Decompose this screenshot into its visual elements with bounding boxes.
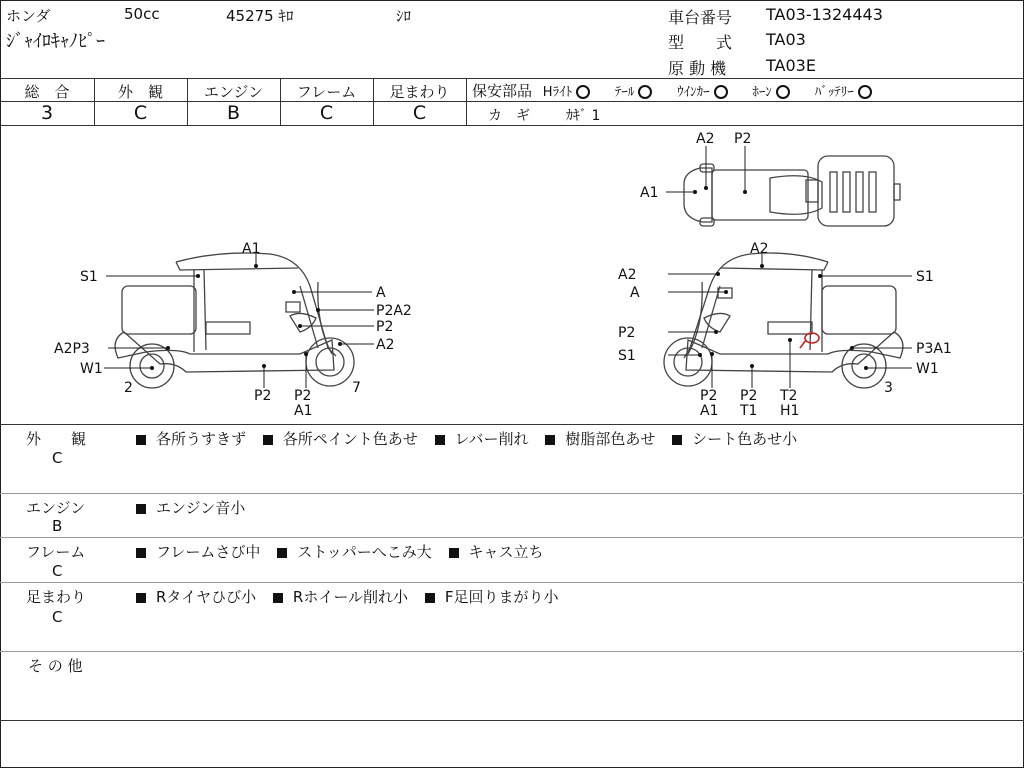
divider: [0, 537, 1024, 538]
grade-exterior-value: C: [133, 102, 148, 124]
remark-frame-items: [136, 541, 556, 562]
circle-check-icon: [714, 85, 728, 99]
remark-frame-grade: C: [52, 562, 63, 580]
remark-item: 樹脂部色あせ: [565, 430, 656, 448]
label-right-t1: T1: [740, 403, 758, 419]
top-view-drawing: [684, 156, 900, 226]
type-label: 型 式: [668, 33, 733, 52]
square-bullet-icon: [136, 548, 146, 558]
label-left-a2: A2: [376, 337, 395, 353]
safety-parts-row: [472, 80, 872, 101]
model-name: ｼﾞｬｲﾛｷｬﾉﾋﾟｰ: [6, 31, 105, 52]
square-bullet-icon: [263, 435, 273, 445]
square-bullet-icon: [277, 548, 287, 558]
square-bullet-icon: [435, 435, 445, 445]
divider: [0, 424, 1024, 425]
grade-exterior-label: 外 観: [117, 83, 163, 101]
displacement: 50cc: [124, 5, 160, 23]
remark-engine-grade: B: [52, 517, 63, 535]
grade-suspension-label: 足まわり: [389, 83, 450, 101]
grade-overall-value: 3: [40, 102, 54, 124]
remark-suspension-label: 足まわり: [26, 588, 87, 606]
label-right-p2-b: P2: [740, 388, 758, 404]
grade-engine-value: B: [226, 102, 241, 124]
divider: [466, 78, 467, 125]
grade-frame-value: C: [319, 102, 334, 124]
type-value: TA03: [766, 30, 806, 49]
remark-item: シート色あせ小: [692, 430, 798, 448]
key-label: カ ギ: [488, 108, 530, 124]
remark-item: 各所ペイント色あせ: [282, 430, 418, 448]
square-bullet-icon: [136, 593, 146, 603]
square-bullet-icon: [136, 504, 146, 514]
divider: [0, 78, 1024, 79]
label-left-p2: P2: [376, 319, 394, 335]
remark-item: F足回りまがり小: [444, 588, 559, 606]
label-right-a: A: [630, 285, 640, 301]
remark-item: Rホイール削れ小: [292, 588, 409, 606]
key-value: ｶｷﾞ 1: [566, 108, 601, 124]
label-left-a1-front: A1: [294, 403, 313, 419]
grade-engine-label: エンジン: [203, 83, 264, 101]
square-bullet-icon: [449, 548, 459, 558]
label-right-p2: P2: [618, 325, 636, 341]
circle-check-icon: [638, 85, 652, 99]
remark-exterior-grade: C: [52, 449, 63, 467]
maker: ホンダ: [6, 7, 51, 25]
label-top-a1: A1: [640, 185, 659, 201]
safety-winker: ｳｲﾝｶｰ: [677, 85, 710, 100]
square-bullet-icon: [425, 593, 435, 603]
safety-label: 保安部品: [472, 82, 533, 100]
label-left-wheel-front: 7: [352, 380, 361, 396]
remark-other-label: そ の 他: [28, 657, 83, 675]
grade-suspension-value: C: [412, 102, 427, 124]
engine-value: TA03E: [766, 56, 816, 75]
remark-frame-label: フレーム: [26, 543, 86, 561]
divider: [0, 493, 1024, 494]
safety-battery: ﾊﾞｯﾃﾘｰ: [814, 85, 854, 100]
remark-item: キャス立ち: [468, 543, 544, 561]
square-bullet-icon: [545, 435, 555, 445]
color: ｼﾛ: [396, 7, 412, 25]
remark-engine-label: エンジン: [26, 499, 86, 517]
remark-suspension-items: [136, 586, 570, 607]
square-bullet-icon: [273, 593, 283, 603]
remark-item: 各所うすきず: [156, 430, 247, 448]
remark-item: Rタイヤひび小: [156, 588, 257, 606]
safety-horn: ﾎｰﾝ: [752, 85, 772, 100]
circle-check-icon: [776, 85, 790, 99]
label-right-wheel-rear: 3: [884, 380, 893, 396]
chassis-label: 車台番号: [668, 8, 733, 27]
engine-label: 原 動 機: [668, 59, 727, 78]
label-top-a2: A2: [696, 131, 715, 147]
label-right-a1: A1: [700, 403, 719, 419]
label-right-a2: A2: [618, 267, 637, 283]
divider: [0, 651, 1024, 652]
label-left-w1: W1: [80, 361, 103, 377]
label-left-s1: S1: [80, 269, 98, 285]
label-right-p3a1: P3A1: [916, 341, 952, 357]
remark-suspension-grade: C: [52, 608, 63, 626]
label-right-s1: S1: [916, 269, 934, 285]
label-top-p2: P2: [734, 131, 752, 147]
label-right-t2: T2: [780, 388, 798, 404]
mileage: 45275 ｷﾛ: [226, 7, 294, 25]
remark-item: エンジン音小: [156, 499, 246, 517]
square-bullet-icon: [136, 435, 146, 445]
remark-item: フレームさび中: [156, 543, 261, 561]
safety-tail: ﾃｰﾙ: [614, 85, 635, 100]
damage-diagram: [0, 126, 1024, 424]
label-right-s1-left: S1: [618, 348, 636, 364]
label-left-a: A: [376, 285, 386, 301]
label-left-a2p3: A2P3: [54, 341, 90, 357]
divider: [0, 582, 1024, 583]
remark-exterior-label: 外 観: [26, 430, 87, 448]
label-left-p2-front: P2: [294, 388, 312, 404]
label-left-p2a2: P2A2: [376, 303, 412, 319]
divider: [0, 720, 1024, 721]
label-left-p2-bottom: P2: [254, 388, 272, 404]
label-right-a2-top: A2: [750, 241, 769, 257]
square-bullet-icon: [672, 435, 682, 445]
grade-frame-label: フレーム: [296, 83, 357, 101]
circle-check-icon: [858, 85, 872, 99]
grade-overall-label: 総 合: [24, 83, 70, 101]
circle-check-icon: [576, 85, 590, 99]
chassis-number: TA03-1324443: [766, 5, 883, 24]
label-right-p2-a: P2: [700, 388, 718, 404]
remark-item: ストッパーへこみ大: [297, 543, 432, 561]
label-right-h1: H1: [780, 403, 800, 419]
label-left-wheel-rear: 2: [124, 380, 133, 396]
divider: [466, 101, 1024, 102]
label-right-w1: W1: [916, 361, 939, 377]
remark-item: レバー削れ: [454, 430, 529, 448]
label-left-a1: A1: [242, 241, 261, 257]
remark-engine-items: [136, 497, 257, 518]
safety-headlight: Hﾗｲﾄ: [542, 85, 573, 100]
remark-exterior-items: [136, 428, 809, 449]
